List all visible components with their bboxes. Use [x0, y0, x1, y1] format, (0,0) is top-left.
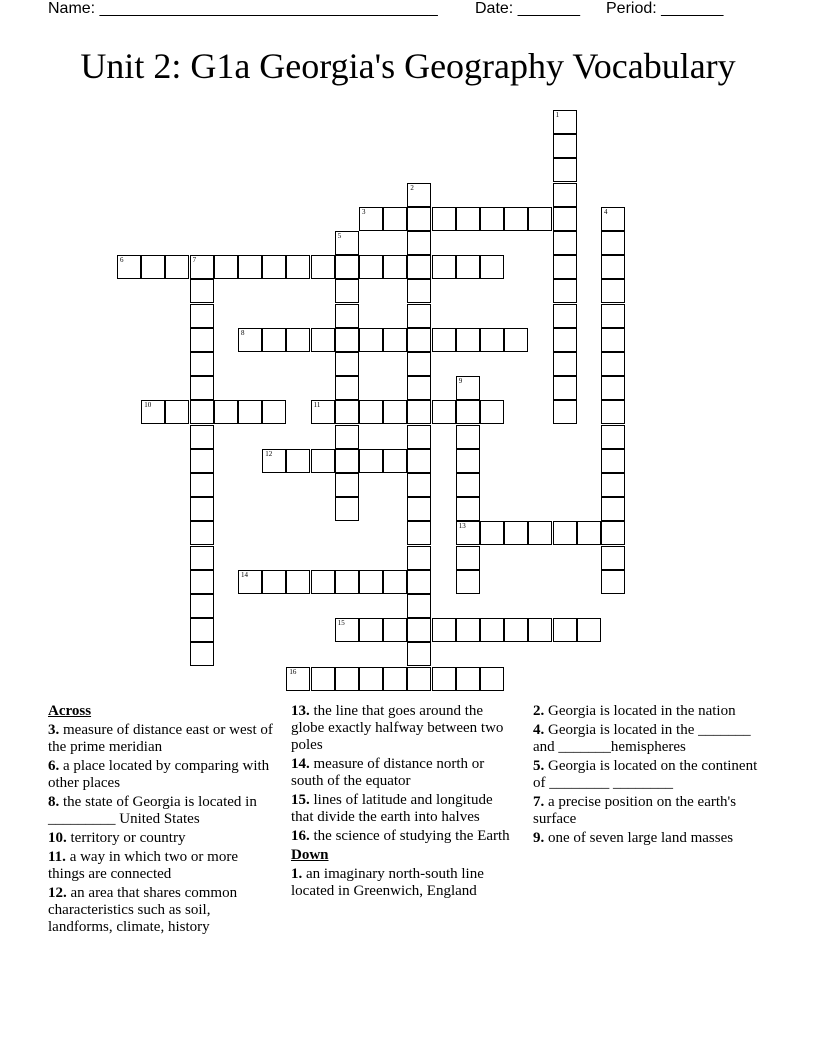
crossword-cell[interactable]: [335, 667, 359, 691]
crossword-cell[interactable]: [262, 328, 286, 352]
crossword-cell[interactable]: [456, 546, 480, 570]
clue-number: 1: [555, 111, 560, 119]
clue-number: 13.: [291, 703, 310, 719]
crossword-cell[interactable]: [311, 328, 335, 352]
clue-number: 3.: [48, 722, 60, 738]
across-clue-list-continued: [291, 703, 516, 845]
clue-number: 12: [265, 449, 273, 458]
crossword-cell[interactable]: [456, 667, 480, 691]
crossword-cell[interactable]: [407, 304, 431, 328]
crossword-cell[interactable]: [407, 521, 431, 545]
crossword-cell[interactable]: [553, 110, 577, 134]
crossword-cell[interactable]: [553, 134, 577, 158]
crossword-cell[interactable]: [335, 618, 359, 642]
crossword-cell[interactable]: [165, 255, 189, 279]
crossword-cell[interactable]: [480, 255, 504, 279]
clue-number: 11.: [48, 849, 66, 865]
crossword-cell[interactable]: [383, 400, 407, 424]
crossword-cell[interactable]: [190, 497, 214, 521]
crossword-cell[interactable]: [504, 328, 528, 352]
crossword-cell[interactable]: [286, 570, 310, 594]
crossword-cell[interactable]: [456, 207, 480, 231]
crossword-cell[interactable]: [601, 304, 625, 328]
clues-column-1: [48, 703, 273, 938]
crossword-cell[interactable]: [456, 255, 480, 279]
crossword-cell[interactable]: [601, 255, 625, 279]
crossword-cell[interactable]: [480, 618, 504, 642]
crossword-cell[interactable]: [190, 594, 214, 618]
crossword-cell[interactable]: [190, 618, 214, 642]
crossword-cell[interactable]: [504, 618, 528, 642]
crossword-cell[interactable]: [311, 400, 335, 424]
page-title: Unit 2: G1a Georgia's Geography Vocabulary: [80, 46, 736, 86]
crossword-cell[interactable]: [407, 231, 431, 255]
crossword-cell[interactable]: [311, 570, 335, 594]
clue: [291, 703, 516, 754]
crossword-cell[interactable]: [407, 667, 431, 691]
crossword-cell[interactable]: [504, 207, 528, 231]
crossword-cell[interactable]: [335, 376, 359, 400]
clue: [48, 849, 273, 883]
crossword-cell[interactable]: [190, 328, 214, 352]
crossword-cell[interactable]: [601, 497, 625, 521]
crossword-cell[interactable]: [311, 255, 335, 279]
crossword-cell[interactable]: [262, 400, 286, 424]
crossword-cell[interactable]: [601, 400, 625, 424]
crossword-cell[interactable]: [383, 255, 407, 279]
crossword-cell[interactable]: [190, 255, 214, 279]
down-heading: Down: [291, 847, 329, 863]
crossword-cell[interactable]: [335, 449, 359, 473]
clue-text: Georgia is located in the _______ and _______hemispheres: [533, 722, 751, 755]
crossword-cell[interactable]: [456, 473, 480, 497]
crossword-cell[interactable]: [504, 521, 528, 545]
crossword-cell[interactable]: [383, 618, 407, 642]
crossword-cell[interactable]: [335, 231, 359, 255]
crossword-cell[interactable]: [432, 618, 456, 642]
across-heading: Across: [48, 703, 92, 719]
clue-number: 6: [120, 256, 124, 265]
clues-column-3: [533, 703, 773, 849]
crossword-cell[interactable]: [214, 255, 238, 279]
clue: [533, 830, 773, 847]
crossword-cell[interactable]: [456, 449, 480, 473]
clue-number: 2: [410, 183, 414, 192]
clue-number: 9: [458, 377, 463, 386]
crossword-cell[interactable]: [553, 400, 577, 424]
clue-number: 7.: [533, 794, 545, 810]
crossword-cell[interactable]: [553, 328, 577, 352]
clue-text: the state of Georgia is located in _________ United States: [48, 794, 257, 827]
clues-column-2: [291, 703, 516, 902]
clue-text: an area that shares common characteristics such as soil, landforms, climate, history: [48, 885, 238, 935]
clue: [291, 828, 516, 845]
crossword-cell[interactable]: [359, 449, 383, 473]
crossword-cell[interactable]: [601, 376, 625, 400]
crossword-cell[interactable]: [311, 449, 335, 473]
crossword-cell[interactable]: [407, 376, 431, 400]
clue-number: 15.: [291, 792, 310, 808]
crossword-cell[interactable]: [407, 328, 431, 352]
across-clue-list: [48, 722, 273, 936]
crossword-cell[interactable]: [601, 231, 625, 255]
clue-number: 5: [337, 232, 342, 240]
clue: [533, 703, 773, 720]
clue: [533, 722, 773, 756]
crossword-cell[interactable]: [335, 328, 359, 352]
clue-text: an imaginary north-south line located in Greenwich, England: [291, 866, 484, 899]
crossword-cell[interactable]: [238, 328, 262, 352]
crossword-cell[interactable]: [335, 304, 359, 328]
crossword-cell[interactable]: [432, 328, 456, 352]
crossword-cell[interactable]: [335, 255, 359, 279]
crossword-cell[interactable]: [407, 497, 431, 521]
clue: [48, 885, 273, 936]
crossword-cell[interactable]: [190, 521, 214, 545]
crossword-cell[interactable]: [335, 352, 359, 376]
clue: [48, 722, 273, 756]
crossword-cell[interactable]: [456, 521, 480, 545]
crossword-cell[interactable]: [190, 449, 214, 473]
crossword-cell[interactable]: [407, 400, 431, 424]
crossword-cell[interactable]: [432, 667, 456, 691]
crossword-cell[interactable]: [311, 667, 335, 691]
crossword-cell[interactable]: [141, 400, 165, 424]
clue-text: a precise position on the earth's surface: [533, 794, 737, 827]
clue-number: 10.: [48, 830, 67, 846]
crossword-cell[interactable]: [286, 449, 310, 473]
crossword-cell[interactable]: [553, 231, 577, 255]
crossword-cell[interactable]: [262, 570, 286, 594]
clue-text: one of seven large land masses: [548, 830, 734, 846]
clue-text: Georgia is located on the continent of ________ ________: [533, 758, 758, 791]
clue-text: measure of distance east or west of the prime meridian: [48, 722, 273, 755]
crossword-cell[interactable]: [480, 400, 504, 424]
crossword-cell[interactable]: [359, 570, 383, 594]
crossword-cell[interactable]: [432, 255, 456, 279]
crossword-cell[interactable]: [528, 207, 552, 231]
crossword-cell[interactable]: [553, 304, 577, 328]
name-field: Name: ______________________________________: [48, 0, 438, 17]
crossword-cell[interactable]: [407, 449, 431, 473]
crossword-cell[interactable]: [407, 352, 431, 376]
crossword-cell[interactable]: [190, 473, 214, 497]
crossword-cell[interactable]: [383, 207, 407, 231]
clue-number: 6.: [48, 758, 60, 774]
clue-number: 7: [192, 256, 197, 265]
crossword-cell[interactable]: [601, 279, 625, 303]
crossword-cell[interactable]: [238, 255, 262, 279]
crossword-cell[interactable]: [601, 449, 625, 473]
crossword-cell[interactable]: [383, 667, 407, 691]
crossword-cell[interactable]: [359, 400, 383, 424]
clue-number: 9.: [533, 830, 545, 846]
crossword-cell[interactable]: [553, 207, 577, 231]
crossword-cell[interactable]: [262, 255, 286, 279]
crossword-cell[interactable]: [407, 255, 431, 279]
crossword-cell[interactable]: [456, 497, 480, 521]
crossword-cell[interactable]: [432, 400, 456, 424]
crossword-cell[interactable]: [601, 521, 625, 545]
crossword-cell[interactable]: [480, 207, 504, 231]
crossword-cell[interactable]: [190, 400, 214, 424]
crossword-cell[interactable]: [553, 255, 577, 279]
crossword-cell[interactable]: [335, 400, 359, 424]
crossword-cell[interactable]: [335, 473, 359, 497]
crossword-cell[interactable]: [286, 255, 310, 279]
crossword-cell[interactable]: [456, 328, 480, 352]
crossword-cell[interactable]: [190, 546, 214, 570]
clue: [48, 830, 273, 847]
clue: [533, 758, 773, 792]
crossword-cell[interactable]: [335, 570, 359, 594]
clue-text: the line that goes around the globe exactly halfway between two poles: [291, 703, 504, 753]
clue-text: a way in which two or more things are connected: [48, 849, 238, 882]
clue-number: 10: [144, 401, 152, 410]
clue-text: lines of latitude and longitude that divide the earth into halves: [291, 792, 493, 825]
crossword-cell[interactable]: [141, 255, 165, 279]
crossword-cell[interactable]: [553, 618, 577, 642]
crossword-cell[interactable]: [190, 352, 214, 376]
clue: [291, 792, 516, 826]
crossword-cell[interactable]: [359, 618, 383, 642]
crossword-cell[interactable]: [456, 376, 480, 400]
clue-number: 11: [313, 401, 321, 410]
crossword-cell[interactable]: [577, 521, 601, 545]
crossword-cell[interactable]: [553, 521, 577, 545]
crossword-cell[interactable]: [553, 158, 577, 182]
crossword-cell[interactable]: [407, 570, 431, 594]
crossword-cell[interactable]: [262, 449, 286, 473]
crossword-cell[interactable]: [553, 376, 577, 400]
crossword-cell[interactable]: [456, 570, 480, 594]
crossword-cell[interactable]: [238, 400, 262, 424]
crossword-cell[interactable]: [407, 425, 431, 449]
crossword-cell[interactable]: [407, 642, 431, 666]
crossword-cell[interactable]: [601, 207, 625, 231]
crossword-cell[interactable]: [190, 642, 214, 666]
crossword-cell[interactable]: [456, 425, 480, 449]
crossword-cell[interactable]: [480, 521, 504, 545]
crossword-cell[interactable]: [528, 521, 552, 545]
clue-number: 16: [289, 667, 297, 676]
crossword-cell[interactable]: [407, 207, 431, 231]
clue-number: 3: [362, 207, 366, 216]
clue-number: 14: [241, 570, 248, 579]
crossword-cell[interactable]: [190, 570, 214, 594]
crossword-cell[interactable]: [238, 570, 262, 594]
crossword-cell[interactable]: [335, 425, 359, 449]
clue-text: territory or country: [70, 830, 186, 846]
crossword-cell[interactable]: [190, 376, 214, 400]
crossword-cell[interactable]: [383, 570, 407, 594]
clue-number: 1.: [291, 866, 303, 882]
crossword-cell[interactable]: [577, 618, 601, 642]
clue-number: 8.: [48, 794, 60, 810]
crossword-cell[interactable]: [286, 328, 310, 352]
crossword-cell[interactable]: [601, 425, 625, 449]
crossword-cell[interactable]: [553, 352, 577, 376]
clue-number: 8: [241, 328, 245, 337]
crossword-cell[interactable]: [553, 279, 577, 303]
down-clue-list-continued: [533, 703, 773, 847]
clue-number: 12.: [48, 885, 67, 901]
clue: [533, 794, 773, 828]
crossword-cell[interactable]: [407, 279, 431, 303]
crossword-cell[interactable]: [601, 352, 625, 376]
crossword-cell[interactable]: [480, 667, 504, 691]
crossword-cell[interactable]: [359, 667, 383, 691]
crossword-cell[interactable]: [407, 183, 431, 207]
crossword-cell[interactable]: [601, 570, 625, 594]
crossword-cell[interactable]: [190, 304, 214, 328]
crossword-cell[interactable]: [480, 328, 504, 352]
clue-number: 16.: [291, 828, 310, 844]
clue-text: the science of studying the Earth: [313, 828, 510, 844]
clue-number: 14.: [291, 756, 310, 772]
crossword-cell[interactable]: [553, 183, 577, 207]
crossword-cell[interactable]: [407, 546, 431, 570]
crossword-cell[interactable]: [335, 497, 359, 521]
clue-number: 4: [604, 207, 608, 216]
crossword-cell[interactable]: [528, 618, 552, 642]
clue-number: 4.: [533, 722, 545, 738]
crossword-cell[interactable]: [432, 207, 456, 231]
crossword-cell[interactable]: [117, 255, 141, 279]
clue-number: 5.: [533, 758, 545, 774]
clue-number: 13: [458, 522, 466, 531]
crossword-cell[interactable]: [359, 255, 383, 279]
period-field: Period: _______: [606, 0, 724, 17]
crossword-cell[interactable]: [214, 400, 238, 424]
crossword-cell[interactable]: [190, 425, 214, 449]
clue-text: measure of distance north or south of the equator: [291, 756, 485, 789]
crossword-cell[interactable]: [383, 328, 407, 352]
crossword-cell[interactable]: [190, 279, 214, 303]
clue: [291, 866, 516, 900]
clue-text: a place located by comparing with other places: [48, 758, 270, 791]
crossword-cell[interactable]: [601, 328, 625, 352]
clue-number: 2.: [533, 703, 545, 719]
crossword-cell[interactable]: [359, 207, 383, 231]
crossword-cell[interactable]: [335, 279, 359, 303]
clue: [48, 794, 273, 828]
clue-text: Georgia is located in the nation: [548, 703, 736, 719]
crossword-cell[interactable]: [407, 473, 431, 497]
crossword-cell[interactable]: [383, 449, 407, 473]
crossword-cell[interactable]: [456, 400, 480, 424]
crossword-cell[interactable]: [456, 618, 480, 642]
clue: [291, 756, 516, 790]
crossword-cell[interactable]: [165, 400, 189, 424]
clue-number: 15: [337, 619, 345, 628]
crossword-cell[interactable]: [407, 594, 431, 618]
clue: [48, 758, 273, 792]
crossword-cell[interactable]: [601, 473, 625, 497]
date-field: Date: _______: [475, 0, 580, 17]
crossword-cell[interactable]: [286, 667, 310, 691]
crossword-cell[interactable]: [407, 618, 431, 642]
crossword-cell[interactable]: [359, 328, 383, 352]
down-clue-list: [291, 866, 516, 900]
crossword-cell[interactable]: [601, 546, 625, 570]
